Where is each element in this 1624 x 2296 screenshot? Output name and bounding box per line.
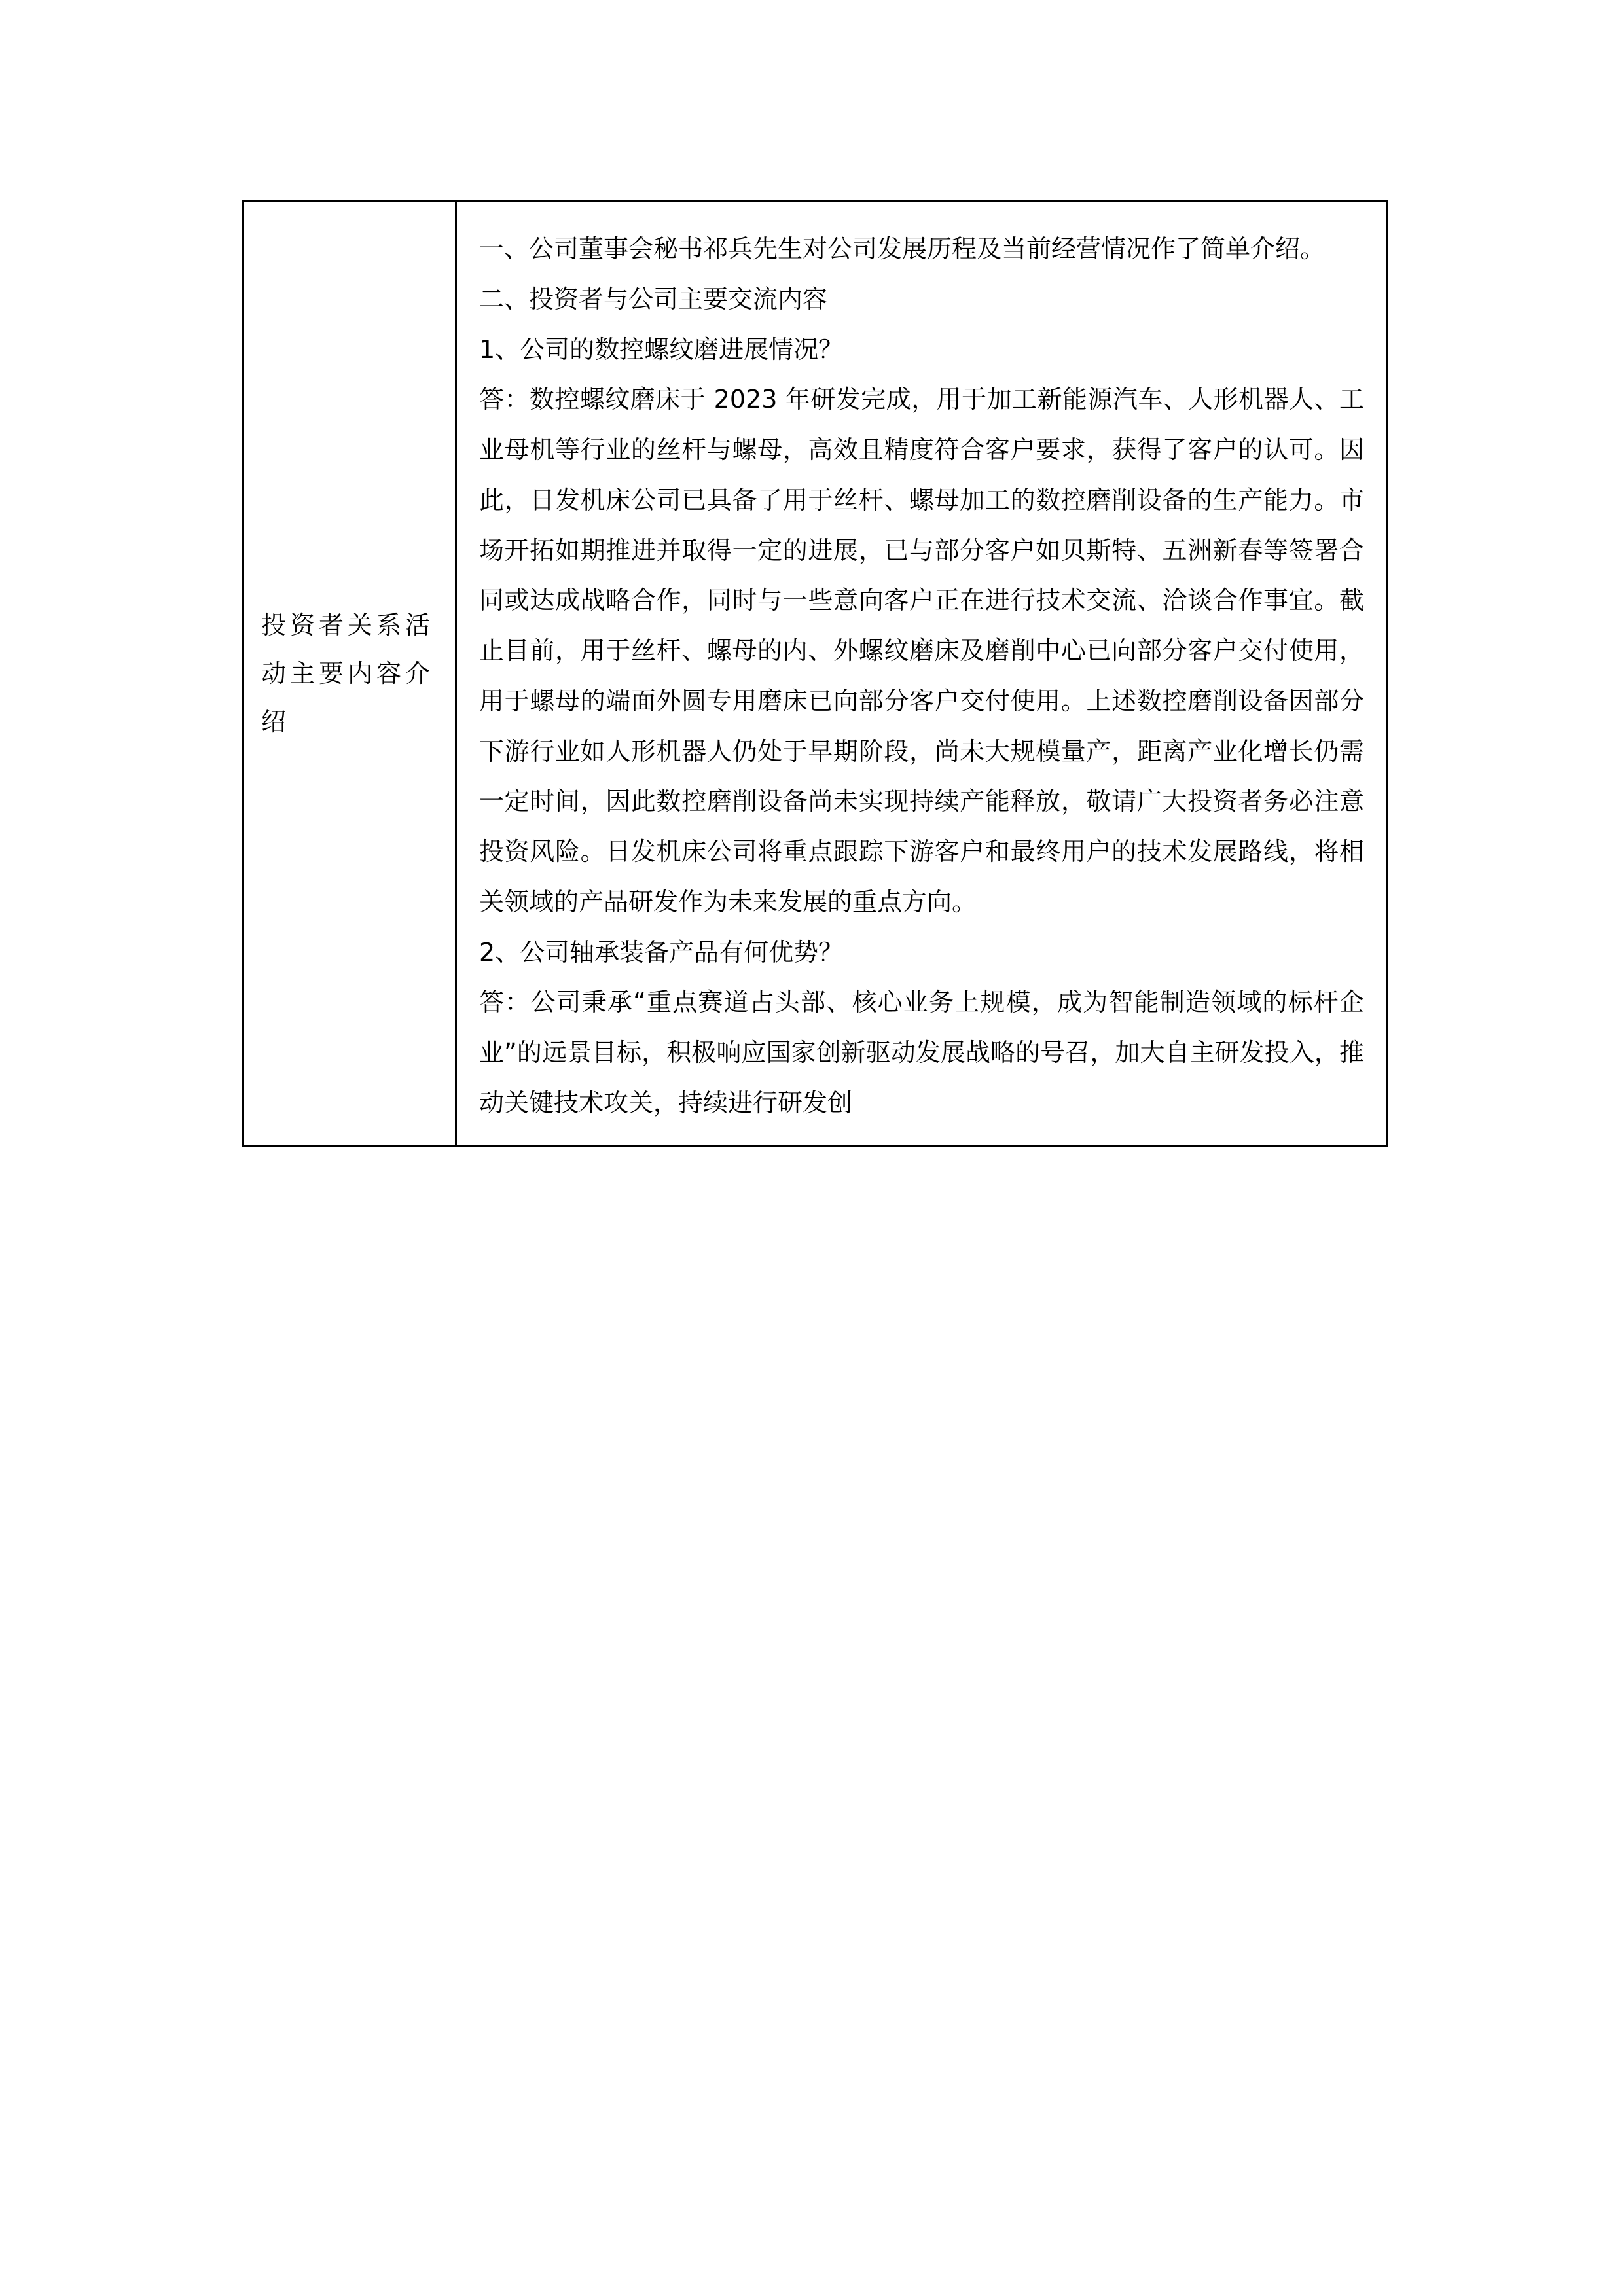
- investor-relations-table: [242, 200, 1388, 1147]
- content-body: [457, 202, 1386, 1145]
- paragraph-question-2: 2、公司轴承装备产品有何优势？: [479, 937, 844, 967]
- paragraph-answer-1: 答：数控螺纹磨床于 2023 年研发完成，用于加工新能源汽车、人形机器人、工业母机等行业的丝杆与螺母，高效且精度符合客户要求，获得了客户的认可。因此，日发机床公司已具备了用于丝杆、螺母加工的数控磨削设备的生产能力。市场开拓如期推进并取得一定的进展，已与部分客户如贝斯特、五洲新春等签署合同或达成战略合作，同时与一些意向客户正在进行技术交流、洽谈合作事宜。截止目前，用于丝杆、螺母的内、外螺纹磨床及磨削中心已向部分客户交付使用，用于螺母的端面外圆专用磨床已向部分客户交付使用。上述数控磨削设备因部分下游行业如人形机器人仍处于早期阶段，尚未大规模量产，距离产业化增长仍需一定时间，因此数控磨削设备尚未实现持续产能释放，敬请广大投资者务必注意投资风险。日发机床公司将重点跟踪下游客户和最终用户的技术发展路线，将相关领域的产品研发作为未来发展的重点方向。: [479, 385, 1364, 916]
- paragraph-question-1: 1、公司的数控螺纹磨进展情况？: [479, 334, 844, 364]
- row-label-cell: [244, 201, 456, 1147]
- table-row: [244, 201, 1388, 1147]
- paragraph-section-two: 二、投资者与公司主要交流内容: [479, 284, 828, 314]
- paragraph-answer-2: 答：公司秉承“重点赛道占头部、核心业务上规模，成为智能制造领域的标杆企业”的远景目标，积极响应国家创新驱动发展战略的号召，加大自主研发投入，推动关键技术攻关，持续进行研发创: [479, 988, 1364, 1117]
- row-content-cell: [456, 201, 1388, 1147]
- paragraph-intro: 一、公司董事会秘书祁兵先生对公司发展历程及当前经营情况作了简单介绍。: [479, 234, 1326, 263]
- row-label-text: 投资者关系活动主要内容介绍: [261, 610, 435, 736]
